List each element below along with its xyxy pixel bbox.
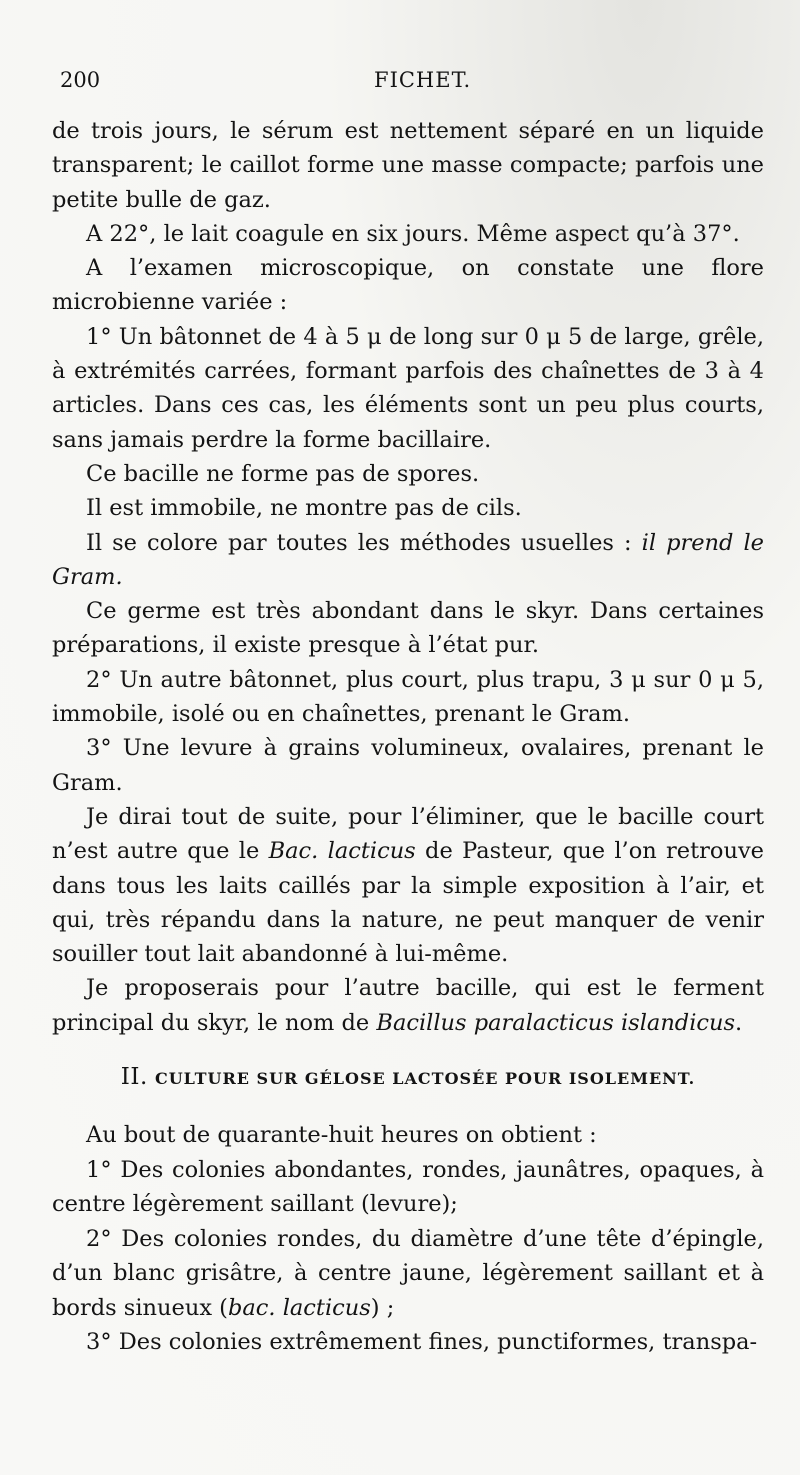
paragraph: A l’examen microscopique, on constate une flore microbienne variée : xyxy=(52,255,764,316)
list-item: 1° Des colonies abondantes, rondes, jaunâtres, opaques, à centre légèrement saillant (levure); xyxy=(52,1156,764,1217)
section-number: II. xyxy=(120,1064,148,1090)
italic-phrase: Bac. lacticus xyxy=(268,838,416,865)
paragraph: de trois jours, le sérum est nettement séparé en un liquide transparent; le caillot forme une masse compacte; parfois une petite bulle de gaz. xyxy=(52,118,764,213)
list-item xyxy=(52,1222,764,1326)
paragraph-text: . xyxy=(735,1009,743,1036)
italic-phrase: Bacillus paralacticus islandicus xyxy=(376,1009,736,1036)
paragraph xyxy=(52,971,764,1040)
paragraph: Ce bacille ne forme pas de spores. xyxy=(86,460,480,487)
list-item: 3° Des colonies extrêmement fines, punctiformes, transpa- xyxy=(86,1329,758,1355)
paragraph-text: Il se colore par toutes les méthodes usuelles : xyxy=(86,529,642,556)
paragraph xyxy=(52,800,764,971)
italic-phrase: il prend le Gram. xyxy=(52,529,764,590)
paragraph-text: Je proposerais pour l’autre bacille, qui est le ferment principal du skyr, le nom de xyxy=(52,975,764,1036)
paragraph: Ce germe est très abondant dans le skyr. Dans certaines préparations, il existe presque à l’état pur. xyxy=(52,598,764,659)
paragraph-text: ) ; xyxy=(370,1294,395,1321)
section-heading xyxy=(52,1064,764,1090)
list-item: 3° Une levure à grains volumineux, ovalaires, prenant le Gram. xyxy=(52,735,764,796)
page-header xyxy=(52,68,752,98)
list-item: 1° Un bâtonnet de 4 à 5 μ de long sur 0 μ 5 de large, grêle, à extrémités carrées, formant parfois des chaînettes de 3 à 4 articles. Dans ces cas, les éléments sont un peu plus courts, sans jamais perdre la forme bacillaire. xyxy=(52,323,764,453)
paragraph xyxy=(52,526,764,595)
section-body xyxy=(52,1118,764,1360)
paragraph: Il est immobile, ne montre pas de cils. xyxy=(86,495,522,522)
paragraph: A 22°, le lait coagule en six jours. Même aspect qu’à 37°. xyxy=(86,220,740,247)
body-text xyxy=(52,114,764,1040)
paragraph-text: de Pasteur, que l’on retrouve dans tous les laits caillés par la simple exposition à l’air, et qui, très répandu dans la nature, ne peut manquer de venir souiller tout lait abandonné à lui-même. xyxy=(52,838,764,968)
section-title: CULTURE SUR GÉLOSE LACTOSÉE POUR ISOLEMENT. xyxy=(154,1069,696,1088)
italic-phrase: bac. lacticus xyxy=(227,1294,371,1321)
paragraph-text: Je dirai tout de suite, pour l’éliminer, que le bacille court n’est autre que le xyxy=(52,803,764,865)
paragraph: Au bout de quarante-huit heures on obtient : xyxy=(86,1122,597,1148)
page-number: 200 xyxy=(60,68,101,92)
list-item: 2° Un autre bâtonnet, plus court, plus trapu, 3 μ sur 0 μ 5, immobile, isolé ou en chaînettes, prenant le Gram. xyxy=(52,666,764,728)
paragraph-text: 2° Des colonies rondes, du diamètre d’une tête d’épingle, d’un blanc grisâtre, à centre jaune, légèrement saillant et à bords sinueux ( xyxy=(52,1225,764,1321)
running-head: FICHET. xyxy=(374,68,472,92)
